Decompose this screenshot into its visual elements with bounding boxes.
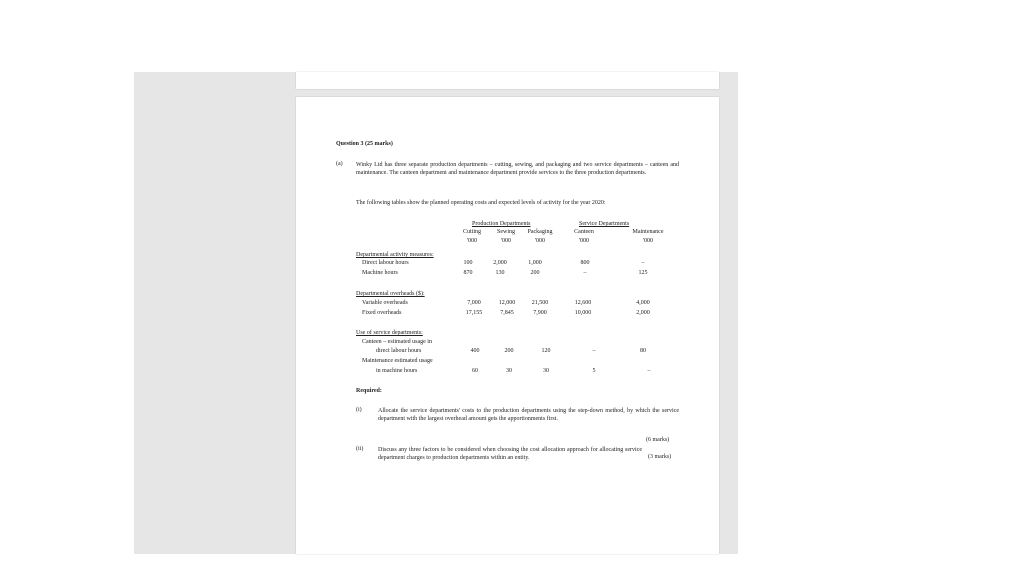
- row-label: Machine hours: [362, 270, 398, 276]
- row-label: in machine hours: [376, 368, 418, 374]
- section-activity: Departmental activity measures:: [356, 252, 434, 258]
- cell: 1,000: [528, 260, 542, 266]
- marks: (3 marks): [648, 454, 672, 460]
- cell: 200: [530, 270, 540, 276]
- col-unit: '000: [500, 238, 512, 244]
- cell: 120: [541, 348, 551, 354]
- cell: 12,600: [574, 300, 592, 306]
- row-label: Maintenance estimated usage: [362, 358, 433, 364]
- cell: 800: [580, 260, 590, 266]
- row-label: Direct labour hours: [362, 260, 409, 266]
- section-overheads: Departmental overheads ($):: [356, 291, 425, 297]
- table-intro: The following tables show the planned operating costs and expected levels of activity for the year 2020:: [356, 200, 606, 206]
- cell: 125: [638, 270, 648, 276]
- cell: –: [641, 260, 645, 266]
- cell: 870: [463, 270, 473, 276]
- cell: 100: [463, 260, 473, 266]
- production-group-header: Production Departments: [472, 221, 531, 227]
- col-unit: '000: [534, 238, 546, 244]
- row-label: Canteen – estimated usage in: [362, 339, 432, 345]
- part-a-label: (a): [336, 161, 343, 167]
- row-label: Variable overheads: [362, 300, 408, 306]
- previous-page: [296, 72, 719, 89]
- col-canteen: Canteen: [574, 229, 594, 235]
- col-packaging: Packaging: [527, 229, 553, 235]
- cell: 17,155: [465, 310, 483, 316]
- cell: 60: [472, 368, 478, 374]
- section-use: Use of service departments:: [356, 330, 423, 336]
- col-maintenance: Maintenance: [632, 229, 664, 235]
- item-label: (i): [356, 407, 362, 413]
- item-label: (ii): [356, 446, 364, 452]
- cell: 10,000: [574, 310, 592, 316]
- col-cutting: Cutting: [462, 229, 481, 235]
- cell: 5: [592, 368, 596, 374]
- cell: 30: [543, 368, 549, 374]
- col-unit: '000: [466, 238, 478, 244]
- part-a-intro: Winky Ltd has three separate production departments – cutting, sewing, and packaging and two service departments – canteen and maintenance. The canteen department and maintenance department provide services to the three production departments.: [356, 162, 679, 177]
- col-unit: '000: [642, 238, 654, 244]
- row-label: direct labour hours: [376, 348, 422, 354]
- cell: 200: [504, 348, 514, 354]
- cell: 400: [470, 348, 480, 354]
- cell: 2,000: [636, 310, 650, 316]
- cell: 21,500: [531, 300, 549, 306]
- cell: 7,000: [467, 300, 481, 306]
- service-group-header: Service Departments: [579, 221, 630, 227]
- row-label: Fixed overheads: [362, 310, 402, 316]
- cell: –: [592, 348, 596, 354]
- required-heading: Required:: [356, 388, 382, 394]
- cell: 80: [640, 348, 646, 354]
- cell: 7,845: [500, 310, 514, 316]
- required-item-text: Discuss any three factors to be considered when choosing the cost allocation approach for allocating service department charges to production departments within an entity.: [378, 447, 642, 462]
- marks: (6 marks): [646, 437, 670, 443]
- col-unit: '000: [578, 238, 590, 244]
- cell: 130: [495, 270, 505, 276]
- cell: –: [583, 270, 587, 276]
- cell: 4,000: [636, 300, 650, 306]
- col-sewing: Sewing: [497, 229, 515, 235]
- cell: 2,000: [493, 260, 507, 266]
- cell: 30: [506, 368, 512, 374]
- cell: 7,900: [533, 310, 547, 316]
- cell: –: [647, 368, 651, 374]
- required-item-text: Allocate the service departments' costs to the production departments using the step-down method, by which the service department with the largest overhead amount gets the apportionments first.: [378, 408, 679, 423]
- cell: 12,000: [498, 300, 516, 306]
- question-title: Question 3 (25 marks): [336, 141, 393, 147]
- document-page: [296, 97, 719, 554]
